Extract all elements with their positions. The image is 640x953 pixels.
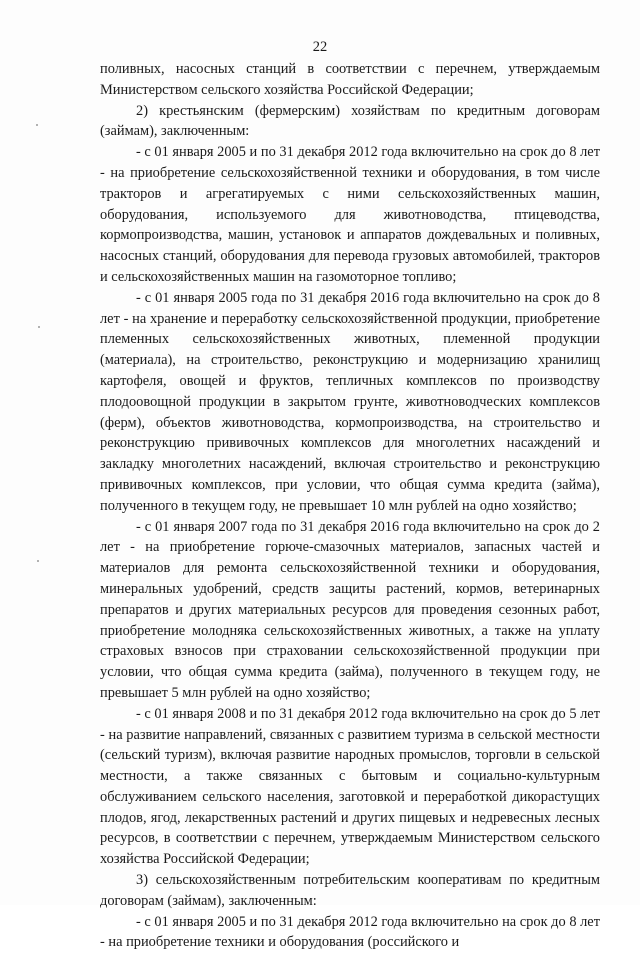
paragraph-item-3-intro: 3) сельскохозяйственным потребительским кооперативам по кредитным договорам (займам), заключенным: xyxy=(100,872,600,909)
scan-speck xyxy=(38,326,40,328)
paragraph-farm-tourism: - с 01 января 2008 и по 31 декабря 2012 года включительно на срок до 5 лет - на развитие направлений, связанных с развитием туризма в сельской местности (сельский туризм), включая развитие народных промыслов, торговли в сельской местности, а также связанных с бытовым и социально-культурным обслуживанием сельского населения, заготовкой и переработкой дикорастущих плодов, ягод, лекарственных растений и других пищевых и недревесных лесных ресурсов, в соответствии с перечнем, утверждаемым Министерством сельского хозяйства Российской Федерации; xyxy=(100,705,600,868)
paragraph-farm-seasonal: - с 01 января 2007 года по 31 декабря 2016 года включительно на срок до 2 лет - на приобретение горюче-смазочных материалов, запасных частей и материалов для ремонта сельскохозяйственной техники и оборудования, минеральных удобрений, средств защиты растений, кормов, ветеринарных препаратов и других материальных ресурсов для проведения сезонных работ, приобретение молодняка сельскохозяйственных животных, а также на уплату страховых взносов при страховании сельскохозяйственной продукции при условии, что общая сумма кредита (займа), полученного в текущем году, не превышает 5 млн рублей на одно хозяйство; xyxy=(100,518,600,701)
paragraph-item-2-intro: 2) крестьянским (фермерским) хозяйствам по кредитным договорам (займам), заключенным: xyxy=(100,102,600,140)
document-body xyxy=(100,59,600,953)
scan-speck xyxy=(36,124,38,126)
scan-speck xyxy=(37,560,39,562)
paragraph-farm-storage: - с 01 января 2005 года по 31 декабря 2016 года включительно на срок до 8 лет - на хранение и переработку сельскохозяйственной продукции, приобретение племенных сельскохозяйственных животных, племенной продукции (материала), на строительство, реконструкцию и модернизацию хранилищ картофеля, овощей и фруктов, тепличных комплексов по производству плодоовощной продукции в закрытом грунте, животноводческих комплексов (ферм), объектов животноводства, кормопроизводства, на строительство и реконструкцию прививочных комплексов для многолетних насаждений и закладку многолетних насаждений, включая строительство и реконструкцию прививочных комплексов, при условии, что общая сумма кредита (займа), полученного в текущем году, не превышает 10 млн рублей на одно хозяйство; xyxy=(100,289,600,514)
page-number: 22 xyxy=(312,39,328,55)
paragraph-farm-equipment: - с 01 января 2005 и по 31 декабря 2012 года включительно на срок до 8 лет - на приобретение сельскохозяйственной техники и оборудования, в том числе тракторов и агрегатируемых с ними сельскохозяйственных машин, оборудования, используемого для животноводства, птицеводства, кормопроизводства, машин, установок и аппаратов дождевальных и поливных, насосных станций, оборудования для перевода грузовых автомобилей, тракторов и сельскохозяйственных машин на газомоторное топливо; xyxy=(100,144,600,285)
paragraph-continuation: поливных, насосных станций в соответствии с перечнем, утверждаемым Министерством сельского хозяйства Российской Федерации; xyxy=(100,61,600,98)
paragraph-coop-equipment: - с 01 января 2005 и по 31 декабря 2012 года включительно на срок до 8 лет - на приобретение техники и оборудования (российского и xyxy=(100,913,600,951)
